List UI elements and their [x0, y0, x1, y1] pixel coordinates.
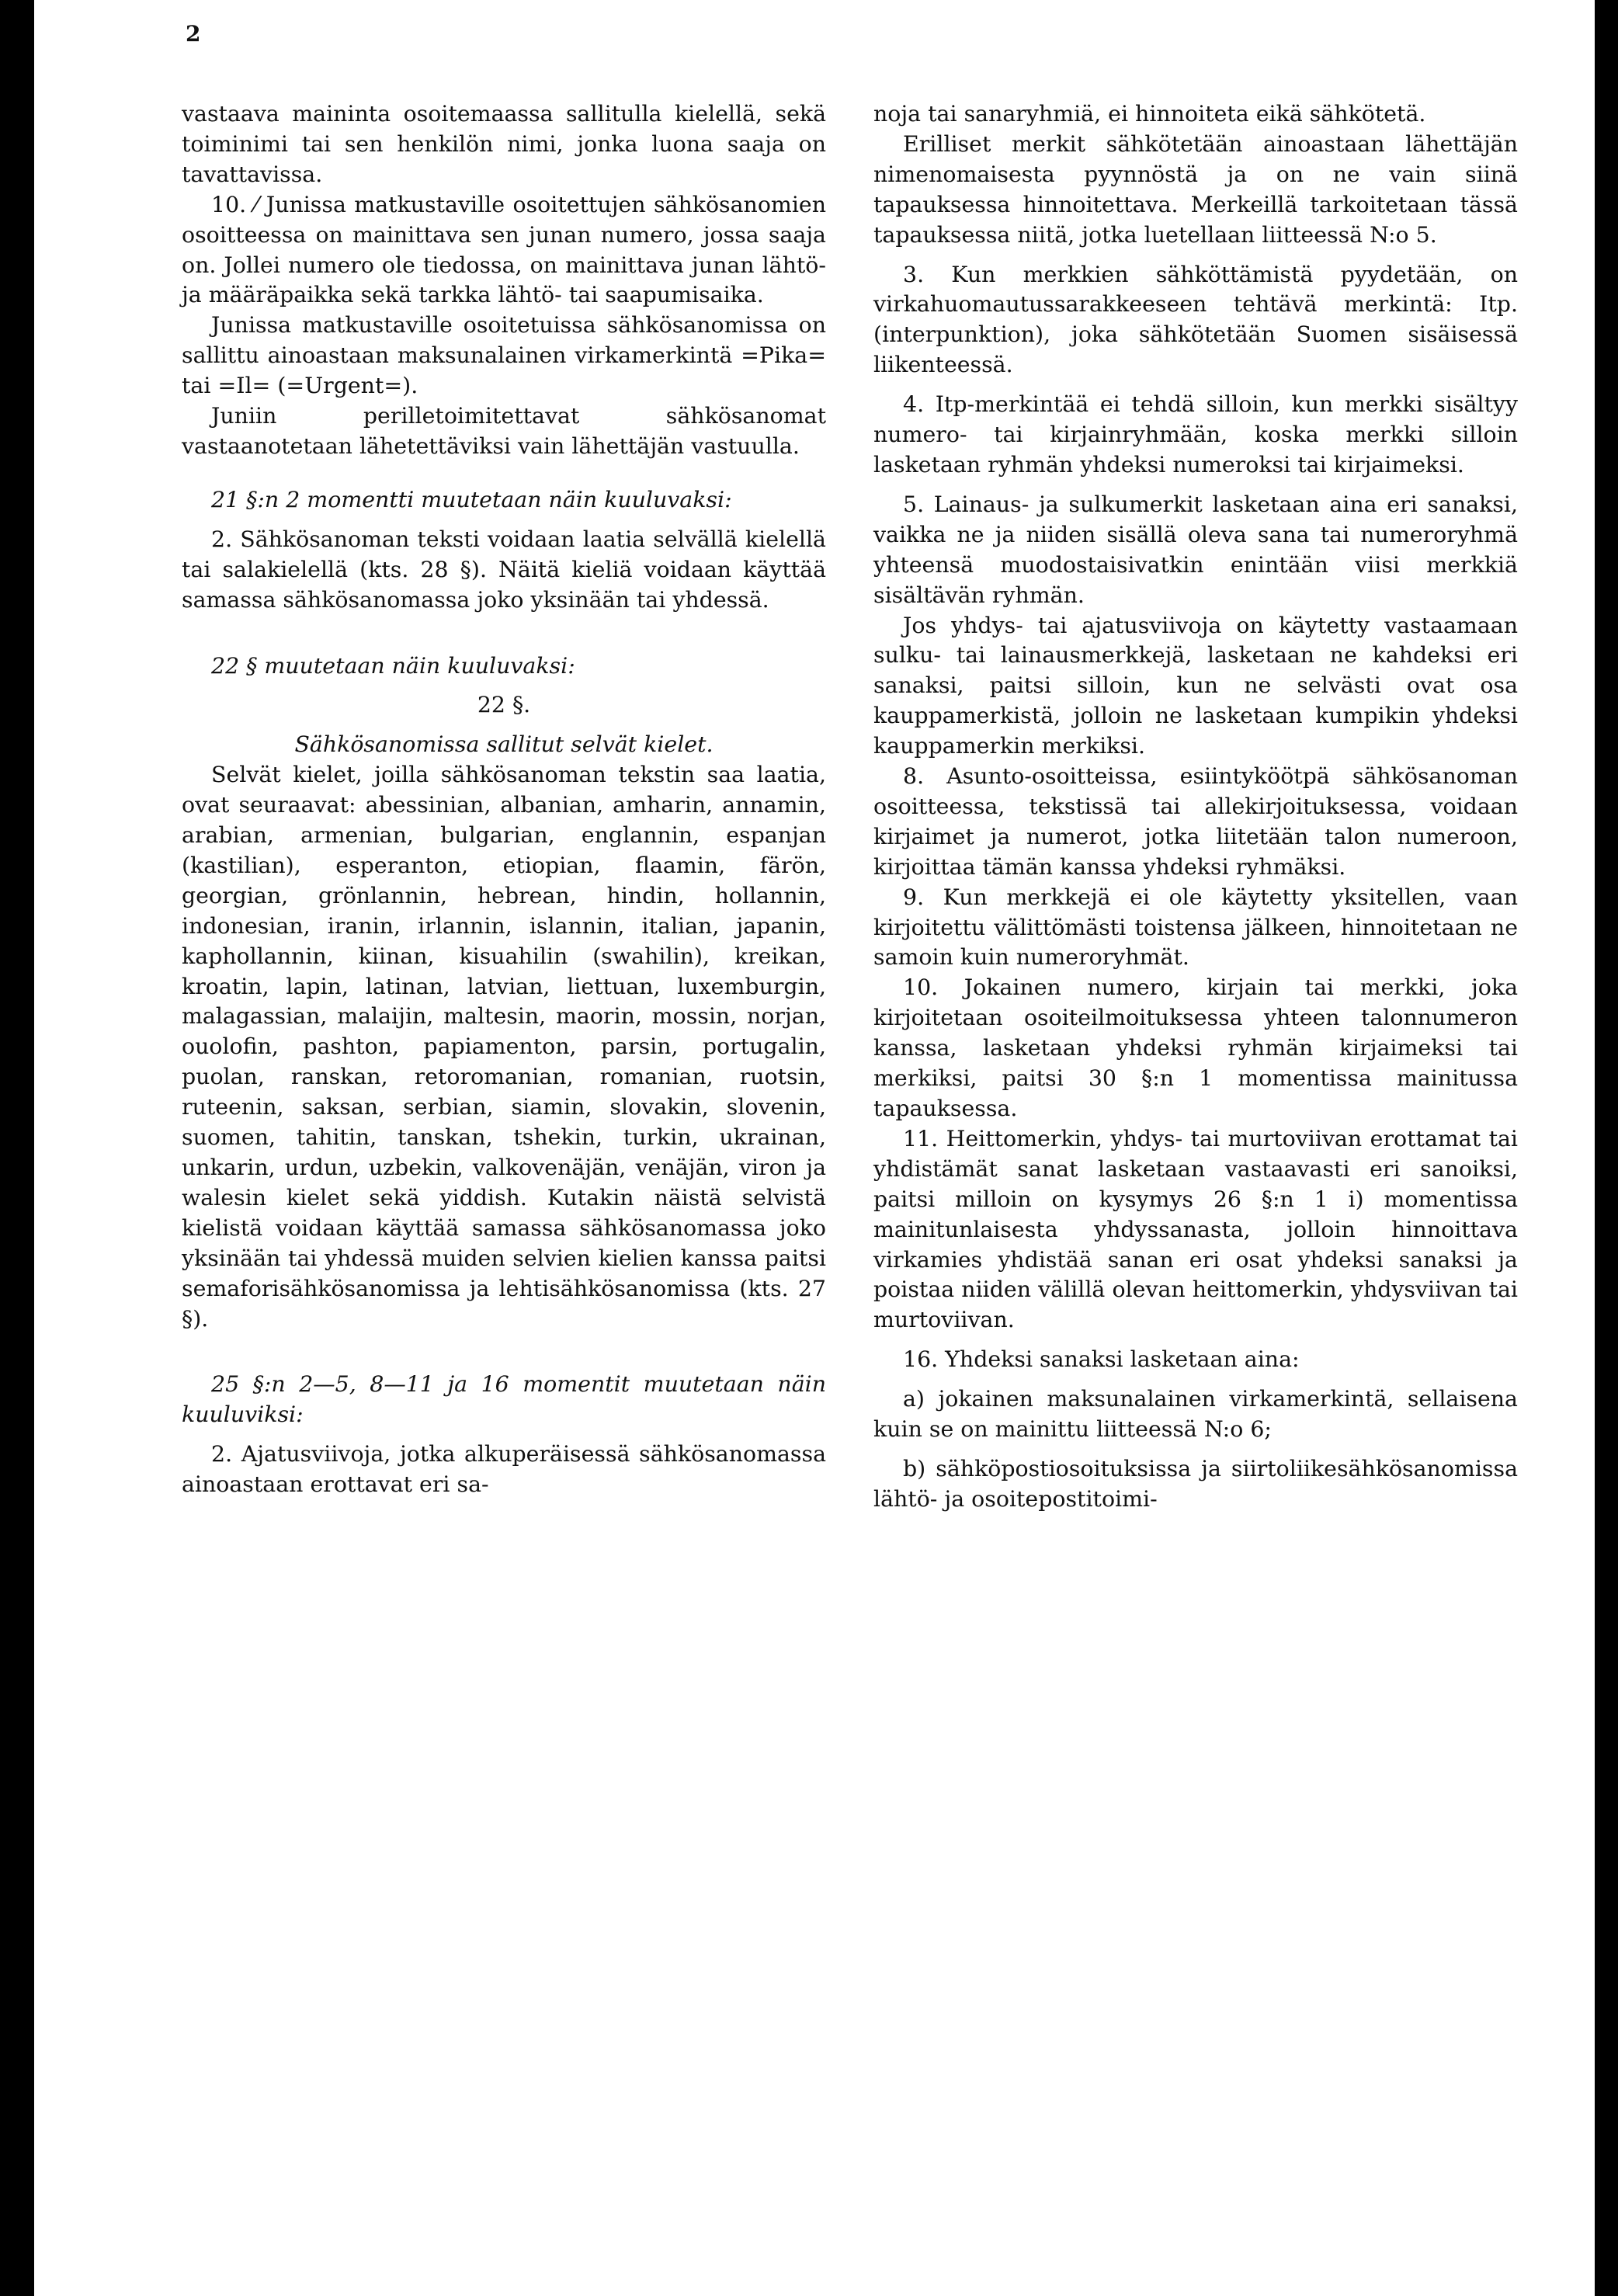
left-column — [182, 99, 826, 1500]
paragraph: 10. Jokainen numero, kirjain tai merkki, joka kirjoitetaan osoiteilmoituksessa yhteen talonnumeron kanssa, lasketaan yhdeksi ryhmän kirjaimeksi tai merkiksi, paitsi 30 §:n 1 momentissa mainitussa tapauksessa. — [873, 974, 1518, 1121]
scan-border-right — [1601, 31, 1618, 2296]
paragraph: 10. ⁄ Junissa matkustaville osoitettujen sähkösanomien osoitteessa on mainittava sen junan numero, jossa saaja on. Jollei numero ole tiedossa, on mainittava junan lähtö- ja määräpaikka sekä tarkka lähtö- tai saapumisaika. — [182, 191, 826, 308]
paragraph: Erilliset merkit sähkötetään ainoastaan lähettäjän nimenomaisesta pyynnöstä ja on ne vain siinä tapauksessa hinnoitettava. Merkeillä tarkoitetaan tässä tapauksessa niitä, jotka luetellaan liitteessä N:o 5. — [873, 130, 1518, 248]
paragraph: 16. Yhdeksi sanaksi lasketaan aina: — [903, 1346, 1300, 1373]
page-number: 2 — [186, 21, 201, 47]
paragraph: 11. Heittomerkin, yhdys- tai murtoviivan erottamat tai yhdistämät sanat lasketaan vastaavasti eri sanoiksi, paitsi milloin on kysymys 26 §:n 1 i) momentissa mainitunlaisesta yhdyssanasta, jolloin hinnoittava virkamies yhdistää sanan eri osat yhdeksi sanaksi ja poistaa niiden välillä olevan heittomerkin, yhdysviivan tai murtoviivan. — [873, 1125, 1518, 1333]
right-column — [873, 99, 1518, 1515]
paragraph: a) jokainen maksunalainen virkamerkintä, sellaisena kuin se on mainittu liitteessä N:o 6; — [873, 1386, 1518, 1443]
paragraph: vastaava maininta osoitemaassa sallitulla kielellä, sekä toiminimi tai sen henkilön nimi, jonka luona saaja on tavattavissa. — [182, 101, 826, 187]
paragraph: Selvät kielet, joilla sähkösanoman tekstin saa laatia, ovat seuraavat: abessinian, albanian, amharin, annamin, arabian, armenian, bulgarian, englannin, espanjan (kastilian), esperanton, etiopian, flaamin, färön, georgian, grönlannin, hebrean, hindin, hollannin, indonesian, iranin, irlannin, islannin, italian, japanin, kaphollannin, kiinan, kisuahilin (swahilin), kreikan, kroatin, lapin, latinan, latvian, liettuan, luxemburgin, malagassian, malaijin, maltesin, maorin, mossin, norjan, ouolofin, pashton, papiamenton, parsin, portugalin, puolan, ranskan, retoromanian, romanian, ruotsin, ruteenin, saksan, serbian, siamin, slovakin, slovenin, suomen, tahitin, tanskan, tshekin, turkin, ukrainan, unkarin, urdun, uzbekin, valkovenäjän, venäjän, viron ja walesin kielet sekä yiddish. Kutakin näistä selvistä kielistä voidaan käyttää samassa sähkösanomassa joko yksinään tai yhdessä muiden selvien kielien kanssa paitsi semaforisähkösanomissa ja lehtisähkösanomissa (kts. 27 §). — [182, 762, 826, 1332]
section-heading: 22 § muutetaan näin kuuluvaksi: — [211, 652, 575, 679]
paragraph: 2. Ajatusviivoja, jotka alkuperäisessä sähkösanomassa ainoastaan erottavat eri sa- — [182, 1441, 826, 1498]
paragraph: 2. Sähkösanoman teksti voidaan laatia selvällä kielellä tai salakielellä (kts. 28 §). Näitä kieliä voidaan käyttää samassa sähkösanomassa joko yksinään tai yhdessä. — [182, 526, 826, 613]
paragraph: 3. Kun merkkien sähköttämistä pyydetään, on virkahuomautussarakkeeseen tehtävä merkintä: Itp. (interpunktion), joka sähkötetään Suomen sisäisessä liikenteessä. — [873, 261, 1518, 378]
section-heading: 21 §:n 2 momentti muutetaan näin kuuluvaksi: — [211, 486, 732, 512]
paragraph: 9. Kun merkkejä ei ole käytetty yksitellen, vaan kirjoitettu välittömästi toistensa jälkeen, hinnoitetaan ne samoin kuin numeroryhmät. — [873, 884, 1518, 971]
section-title: Sähkösanomissa sallitut selvät kielet. — [294, 731, 714, 758]
section-title: 22 §. — [477, 692, 531, 718]
paragraph: b) sähköpostiosoituksissa ja siirtoliikesähkösanomissa lähtö- ja osoitepostitoimi- — [873, 1455, 1518, 1512]
paragraph: 8. Asunto-osoitteissa, esiintyköötpä sähkösanoman osoitteessa, tekstissä tai allekirjoituksessa, voidaan kirjaimet ja numerot, jotka liitetään talon numeroon, kirjoittaa tämän kanssa yhdeksi ryhmäksi. — [873, 763, 1518, 880]
paragraph: Junissa matkustaville osoitetuissa sähkösanomissa on sallittu ainoastaan maksunalainen virkamerkintä =Pika= tai =Il= (=Urgent=). — [182, 312, 826, 399]
paragraph: Juniin perilletoimitettavat sähkösanomat vastaanotetaan lähetettäviksi vain lähettäjän vastuulla. — [182, 403, 826, 459]
paragraph: noja tai sanaryhmiä, ei hinnoiteta eikä sähkötetä. — [873, 101, 1426, 127]
section-heading: 25 §:n 2—5, 8—11 ja 16 momentit muutetaan näin kuuluviksi: — [182, 1371, 826, 1428]
paragraph: Jos yhdys- tai ajatusviivoja on käytetty vastaamaan sulku- tai lainausmerkkejä, lasketaan ne kahdeksi eri sanaksi, paitsi silloin, kun ne selvästi ovat osa kauppamerkistä, jolloin ne lasketaan kumpikin yhdeksi kauppamerkin merkiksi. — [873, 612, 1518, 759]
paragraph: 5. Lainaus- ja sulkumerkit lasketaan aina eri sanaksi, vaikka ne ja niiden sisällä oleva sana tai numeroryhmä yhteensä muodostaisivatkin enintään viisi merkkiä sisältävän ryhmän. — [873, 491, 1518, 608]
paragraph: 4. Itp-merkintää ei tehdä silloin, kun merkki sisältyy numero- tai kirjainryhmään, koska merkki silloin lasketaan ryhmän yhdeksi numeroksi tai kirjaimeksi. — [873, 391, 1518, 478]
